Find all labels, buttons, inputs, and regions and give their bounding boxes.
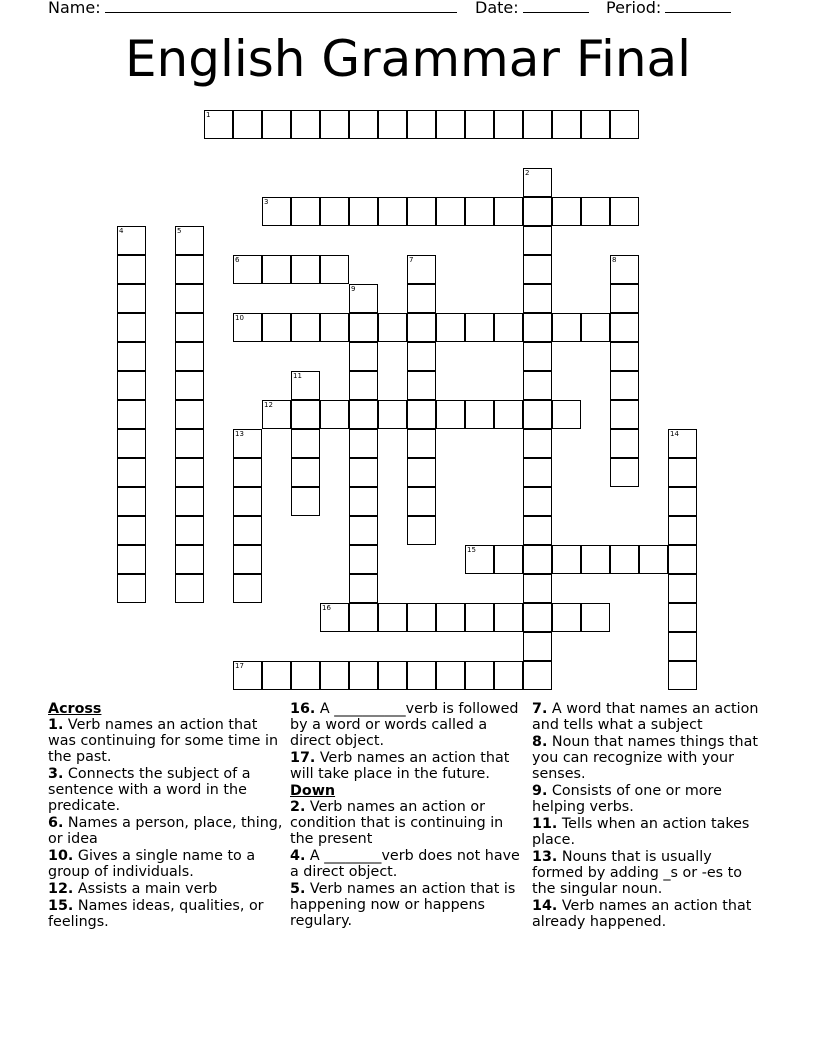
crossword-cell[interactable] (117, 371, 146, 400)
crossword-cell[interactable] (494, 661, 523, 690)
crossword-cell[interactable] (117, 313, 146, 342)
clue-text: Tells when an action takes place. (532, 816, 750, 848)
crossword-cell[interactable] (349, 661, 378, 690)
crossword-cell[interactable] (523, 603, 552, 632)
clue-number: 8 (612, 256, 617, 264)
clue-item (290, 881, 522, 929)
crossword-cell[interactable] (407, 487, 436, 516)
crossword-cell[interactable] (494, 313, 523, 342)
crossword-cell[interactable] (610, 429, 639, 458)
crossword-cell[interactable] (465, 603, 494, 632)
clue-item (290, 848, 522, 880)
crossword-cell[interactable] (523, 661, 552, 690)
clue-text: Verb names an action that is happening now or happens regulary. (290, 881, 516, 929)
clue-number: 3. (48, 766, 64, 782)
down-header: Down (290, 783, 336, 799)
crossword-cell[interactable] (494, 545, 523, 574)
clue-number: 9 (351, 285, 356, 293)
crossword-cell[interactable] (262, 255, 291, 284)
page-title: English Grammar Final (124, 30, 692, 88)
crossword-cell[interactable] (175, 313, 204, 342)
crossword-cell[interactable] (349, 516, 378, 545)
clue-item (290, 750, 522, 782)
crossword-cell[interactable] (407, 284, 436, 313)
crossword-cell[interactable] (523, 429, 552, 458)
crossword-cell[interactable] (523, 168, 552, 197)
crossword-cell[interactable] (320, 313, 349, 342)
crossword-cell[interactable] (407, 313, 436, 342)
crossword-cell[interactable] (523, 342, 552, 371)
crossword-cell[interactable] (581, 603, 610, 632)
crossword-cell[interactable] (465, 197, 494, 226)
crossword-cell[interactable] (465, 545, 494, 574)
crossword-cell[interactable] (523, 197, 552, 226)
crossword-cell[interactable] (523, 516, 552, 545)
crossword-cell[interactable] (233, 661, 262, 690)
crossword-cell[interactable] (407, 429, 436, 458)
crossword-cell[interactable] (610, 545, 639, 574)
crossword-cell[interactable] (117, 487, 146, 516)
clue-text: Assists a main verb (73, 881, 218, 897)
crossword-cell[interactable] (378, 313, 407, 342)
crossword-cell[interactable] (523, 110, 552, 139)
crossword-cell[interactable] (436, 603, 465, 632)
clue-text: Consists of one or more helping verbs. (532, 783, 722, 815)
crossword-cell[interactable] (291, 110, 320, 139)
clue-item (48, 848, 284, 880)
crossword-cell[interactable] (610, 197, 639, 226)
crossword-cell[interactable] (233, 429, 262, 458)
crossword-cell[interactable] (407, 458, 436, 487)
clue-number: 4 (119, 227, 124, 235)
crossword-cell[interactable] (523, 255, 552, 284)
crossword-cell[interactable] (552, 313, 581, 342)
clue-item (532, 849, 764, 897)
clues-column-1 (48, 701, 284, 931)
crossword-cell[interactable] (552, 545, 581, 574)
crossword-cell[interactable] (175, 429, 204, 458)
crossword-cell[interactable] (407, 400, 436, 429)
crossword-cell[interactable] (175, 574, 204, 603)
crossword-cell[interactable] (610, 110, 639, 139)
crossword-cell[interactable] (233, 487, 262, 516)
crossword-cell[interactable] (291, 661, 320, 690)
clue-text: Gives a single name to a group of individuals. (48, 848, 256, 880)
clue-item (532, 734, 764, 782)
name-label: Name: (48, 0, 101, 17)
crossword-cell[interactable] (610, 400, 639, 429)
crossword-cell[interactable] (610, 458, 639, 487)
crossword-cell[interactable] (117, 342, 146, 371)
clue-number: 10. (48, 848, 74, 864)
crossword-cell[interactable] (262, 110, 291, 139)
crossword-cell[interactable] (436, 197, 465, 226)
crossword-cell[interactable] (407, 110, 436, 139)
clue-number: 7 (409, 256, 414, 264)
clues-column-3 (532, 701, 764, 931)
crossword-cell[interactable] (262, 313, 291, 342)
clue-number: 15. (48, 898, 74, 914)
crossword-cell[interactable] (204, 110, 233, 139)
crossword-cell[interactable] (262, 661, 291, 690)
crossword-cell[interactable] (407, 661, 436, 690)
crossword-cell[interactable] (668, 458, 697, 487)
clue-text: Verb names an action that will take place in the future. (290, 750, 510, 782)
crossword-cell[interactable] (175, 400, 204, 429)
crossword-cell[interactable] (523, 371, 552, 400)
crossword-cell[interactable] (349, 487, 378, 516)
clue-number: 6. (48, 815, 64, 831)
crossword-cell[interactable] (349, 284, 378, 313)
crossword-cell[interactable] (436, 661, 465, 690)
crossword-cell[interactable] (349, 603, 378, 632)
across-header: Across (48, 701, 102, 717)
clue-number: 12. (48, 881, 74, 897)
clue-number: 5. (290, 881, 306, 897)
crossword-cell[interactable] (349, 342, 378, 371)
crossword-cell[interactable] (610, 342, 639, 371)
crossword-cell[interactable] (407, 197, 436, 226)
crossword-cell[interactable] (262, 197, 291, 226)
clue-number: 1 (206, 111, 211, 119)
crossword-cell[interactable] (668, 574, 697, 603)
crossword-cell[interactable] (320, 661, 349, 690)
crossword-cell[interactable] (117, 574, 146, 603)
crossword-cell[interactable] (407, 603, 436, 632)
clue-item (532, 701, 764, 733)
clue-item (48, 898, 284, 930)
crossword-cell[interactable] (407, 255, 436, 284)
crossword-cell[interactable] (523, 458, 552, 487)
clue-item (48, 815, 284, 847)
crossword-cell[interactable] (378, 400, 407, 429)
crossword-cell[interactable] (407, 516, 436, 545)
clue-item (48, 881, 284, 897)
clues-column-2 (290, 701, 522, 930)
crossword-cell[interactable] (407, 342, 436, 371)
crossword-cell[interactable] (175, 516, 204, 545)
crossword-cell[interactable] (291, 487, 320, 516)
crossword-cell[interactable] (668, 661, 697, 690)
crossword-cell[interactable] (465, 110, 494, 139)
clue-item (532, 783, 764, 815)
crossword-cell[interactable] (233, 574, 262, 603)
crossword-cell[interactable] (233, 458, 262, 487)
crossword-cell[interactable] (117, 226, 146, 255)
crossword-cell[interactable] (668, 516, 697, 545)
clue-number: 3 (264, 198, 269, 206)
crossword-cell[interactable] (668, 545, 697, 574)
crossword-cell[interactable] (175, 226, 204, 255)
crossword-cell[interactable] (175, 371, 204, 400)
crossword-cell[interactable] (407, 371, 436, 400)
crossword-cell[interactable] (523, 284, 552, 313)
crossword-cell[interactable] (378, 110, 407, 139)
crossword-cell[interactable] (668, 429, 697, 458)
crossword-cell[interactable] (233, 110, 262, 139)
crossword-cell[interactable] (494, 603, 523, 632)
crossword-cell[interactable] (378, 197, 407, 226)
crossword-cell[interactable] (117, 400, 146, 429)
clue-number: 13 (235, 430, 244, 438)
clue-number: 5 (177, 227, 182, 235)
clue-number: 6 (235, 256, 240, 264)
crossword-cell[interactable] (233, 313, 262, 342)
clue-text: Connects the subject of a sentence with a word in the predicate. (48, 766, 251, 814)
crossword-cell[interactable] (233, 516, 262, 545)
crossword-cell[interactable] (233, 545, 262, 574)
crossword-cell[interactable] (523, 226, 552, 255)
crossword-cell[interactable] (581, 545, 610, 574)
period-label: Period: (606, 0, 662, 17)
clue-number: 14 (670, 430, 679, 438)
clue-text: Verb names an action or condition that is continuing in the present (290, 799, 504, 847)
crossword-cell[interactable] (320, 197, 349, 226)
clue-item (532, 816, 764, 848)
crossword-cell[interactable] (175, 255, 204, 284)
crossword-cell[interactable] (117, 545, 146, 574)
crossword-cell[interactable] (117, 516, 146, 545)
crossword-cell[interactable] (668, 603, 697, 632)
date-label: Date: (475, 0, 519, 17)
clue-number: 15 (467, 546, 476, 554)
crossword-cell[interactable] (436, 313, 465, 342)
clue-text: A __________verb is followed by a word or words called a direct object. (290, 701, 519, 749)
clue-number: 2. (290, 799, 306, 815)
clue-number: 10 (235, 314, 244, 322)
crossword-cell[interactable] (639, 545, 668, 574)
crossword-cell[interactable] (349, 197, 378, 226)
clue-number: 8. (532, 734, 548, 750)
crossword-cell[interactable] (494, 400, 523, 429)
crossword-cell[interactable] (349, 429, 378, 458)
crossword-cell[interactable] (610, 371, 639, 400)
crossword-cell[interactable] (291, 371, 320, 400)
clue-number: 4. (290, 848, 306, 864)
crossword-cell[interactable] (552, 603, 581, 632)
clue-item (532, 898, 764, 930)
crossword-cell[interactable] (378, 661, 407, 690)
crossword-cell[interactable] (291, 400, 320, 429)
crossword-cell[interactable] (552, 197, 581, 226)
crossword-cell[interactable] (523, 545, 552, 574)
clue-text: Noun that names things that you can recognize with your senses. (532, 734, 758, 782)
crossword-cell[interactable] (523, 632, 552, 661)
clue-number: 11. (532, 816, 558, 832)
clue-number: 16. (290, 701, 316, 717)
crossword-cell[interactable] (291, 255, 320, 284)
clue-number: 16 (322, 604, 331, 612)
crossword-cell[interactable] (117, 255, 146, 284)
crossword-cell[interactable] (320, 255, 349, 284)
clue-text: Names ideas, qualities, or feelings. (48, 898, 264, 930)
crossword-cell[interactable] (117, 429, 146, 458)
crossword-cell[interactable] (610, 255, 639, 284)
crossword-cell[interactable] (523, 574, 552, 603)
clue-item (290, 799, 522, 847)
crossword-cell[interactable] (349, 371, 378, 400)
crossword-cell[interactable] (552, 400, 581, 429)
crossword-cell[interactable] (581, 313, 610, 342)
crossword-cell[interactable] (436, 110, 465, 139)
crossword-cell[interactable] (117, 458, 146, 487)
crossword-cell[interactable] (291, 313, 320, 342)
crossword-cell[interactable] (349, 574, 378, 603)
crossword-cell[interactable] (349, 400, 378, 429)
clue-text: Names a person, place, thing, or idea (48, 815, 283, 847)
crossword-cell[interactable] (291, 197, 320, 226)
crossword-cell[interactable] (233, 255, 262, 284)
crossword-cell[interactable] (349, 313, 378, 342)
crossword-cell[interactable] (175, 487, 204, 516)
crossword-cell[interactable] (610, 313, 639, 342)
clue-item (290, 701, 522, 749)
crossword-cell[interactable] (465, 313, 494, 342)
clue-text: Verb names an action that was continuing for some time in the past. (48, 717, 279, 765)
crossword-cell[interactable] (349, 458, 378, 487)
crossword-cell[interactable] (320, 603, 349, 632)
crossword-cell[interactable] (349, 110, 378, 139)
crossword-cell[interactable] (349, 545, 378, 574)
crossword-cell[interactable] (378, 603, 407, 632)
crossword-cell[interactable] (291, 458, 320, 487)
crossword-cell[interactable] (117, 284, 146, 313)
clue-number: 9. (532, 783, 548, 799)
clue-item (48, 766, 284, 814)
clue-number: 12 (264, 401, 273, 409)
crossword-cell[interactable] (581, 110, 610, 139)
clue-item (48, 717, 284, 765)
clue-number: 17 (235, 662, 244, 670)
crossword-cell[interactable] (436, 400, 465, 429)
clue-text: A ________verb does not have a direct object. (290, 848, 520, 880)
clue-text: Nouns that is usually formed by adding _s or -es to the singular noun. (532, 849, 743, 897)
clue-number: 13. (532, 849, 558, 865)
clue-text: Verb names an action that already happened. (532, 898, 752, 930)
crossword-cell[interactable] (175, 284, 204, 313)
crossword-cell[interactable] (668, 487, 697, 516)
crossword-cell[interactable] (320, 400, 349, 429)
clue-number: 14. (532, 898, 558, 914)
crossword-cell[interactable] (668, 632, 697, 661)
crossword-cell[interactable] (494, 110, 523, 139)
crossword-cell[interactable] (523, 313, 552, 342)
clue-number: 1. (48, 717, 64, 733)
crossword-cell[interactable] (175, 342, 204, 371)
crossword-cell[interactable] (175, 545, 204, 574)
clue-number: 17. (290, 750, 316, 766)
clue-number: 2 (525, 169, 530, 177)
crossword-cell[interactable] (552, 110, 581, 139)
crossword-cell[interactable] (523, 487, 552, 516)
clue-number: 7. (532, 701, 548, 717)
crossword-cell[interactable] (175, 458, 204, 487)
clue-number: 11 (293, 372, 302, 380)
crossword-cell[interactable] (610, 284, 639, 313)
crossword-cell[interactable] (523, 400, 552, 429)
crossword-cell[interactable] (465, 661, 494, 690)
crossword-cell[interactable] (494, 197, 523, 226)
crossword-cell[interactable] (262, 400, 291, 429)
crossword-cell[interactable] (465, 400, 494, 429)
crossword-cell[interactable] (320, 110, 349, 139)
crossword-cell[interactable] (291, 429, 320, 458)
clue-text: A word that names an action and tells what a subject (532, 701, 759, 733)
crossword-cell[interactable] (581, 197, 610, 226)
